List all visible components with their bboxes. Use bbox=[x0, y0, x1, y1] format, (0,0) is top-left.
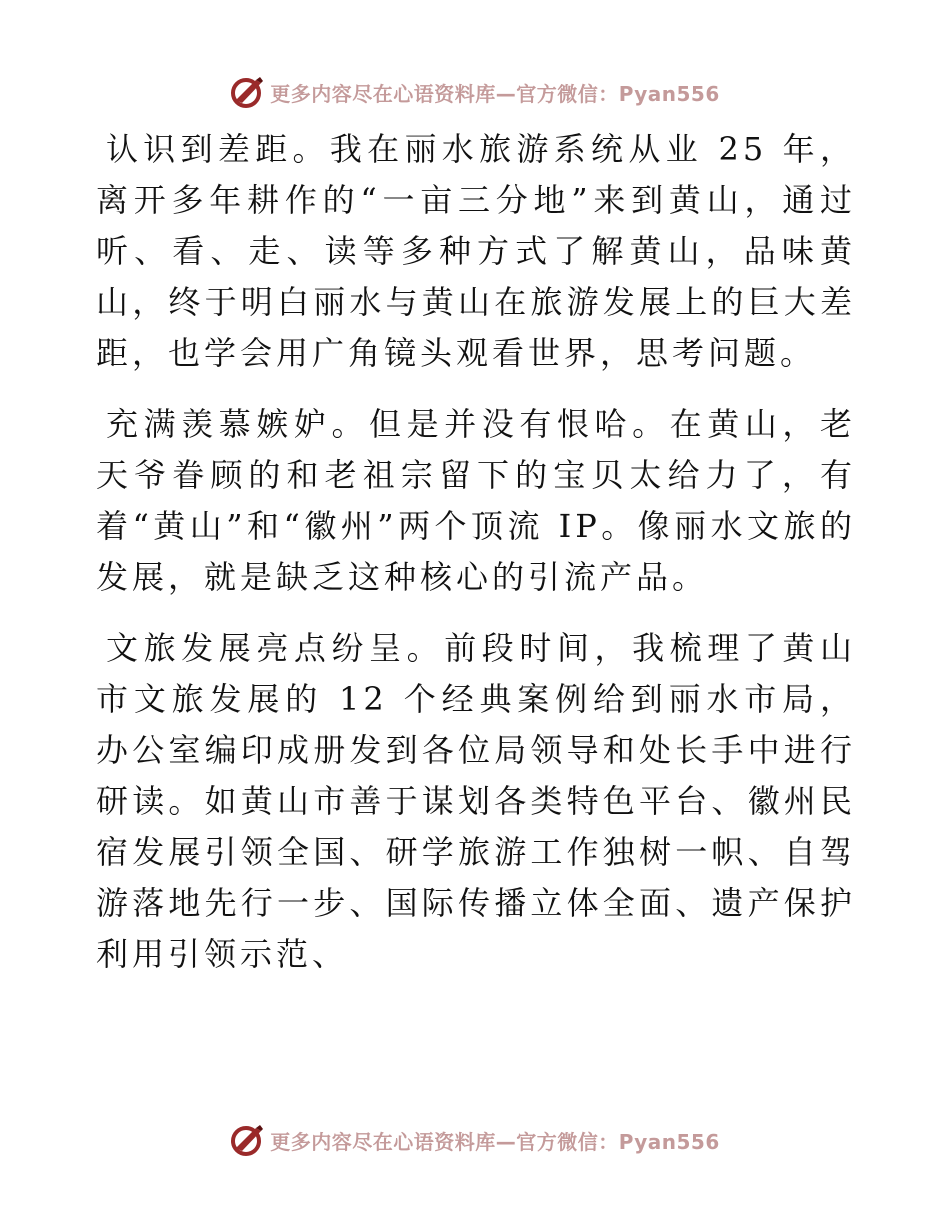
paragraph-envy: 充满羡慕嫉妒。但是并没有恨哈。在黄山，老天爷眷顾的和老祖宗留下的宝贝太给力了，有着“黄山”和“徽州”两个顶流 IP。像丽水文旅的发展，就是缺乏这种核心的引流产品。 bbox=[96, 405, 856, 596]
footer-banner bbox=[0, 1120, 950, 1160]
paragraph-highlights: 文旅发展亮点纷呈。前段时间，我梳理了黄山市文旅发展的 12 个经典案例给到丽水市局，办公室编印成册发到各位局领导和处长手中进行研读。如黄山市善于谋划各类特色平台、徽州民宿发展引领全国、研学旅游工作独树一帜、自驾游落地先行一步、国际传播立体全面、遗产保护利用引领示范、 bbox=[96, 629, 856, 973]
pen-logo-icon bbox=[230, 1122, 266, 1158]
footer-banner-text: 更多内容尽在心语资料库—官方微信：Pyan556 bbox=[270, 1129, 720, 1154]
pen-logo-icon bbox=[230, 74, 266, 110]
header-banner bbox=[0, 72, 950, 112]
header-banner-text: 更多内容尽在心语资料库—官方微信：Pyan556 bbox=[270, 81, 720, 106]
document-body bbox=[96, 124, 856, 1000]
paragraph-gap-awareness: 认识到差距。我在丽水旅游系统从业 25 年，离开多年耕作的“一亩三分地”来到黄山，通过听、看、走、读等多种方式了解黄山，品味黄山，终于明白丽水与黄山在旅游发展上的巨大差距，也学会用广角镜头观看世界，思考问题。 bbox=[96, 130, 856, 372]
